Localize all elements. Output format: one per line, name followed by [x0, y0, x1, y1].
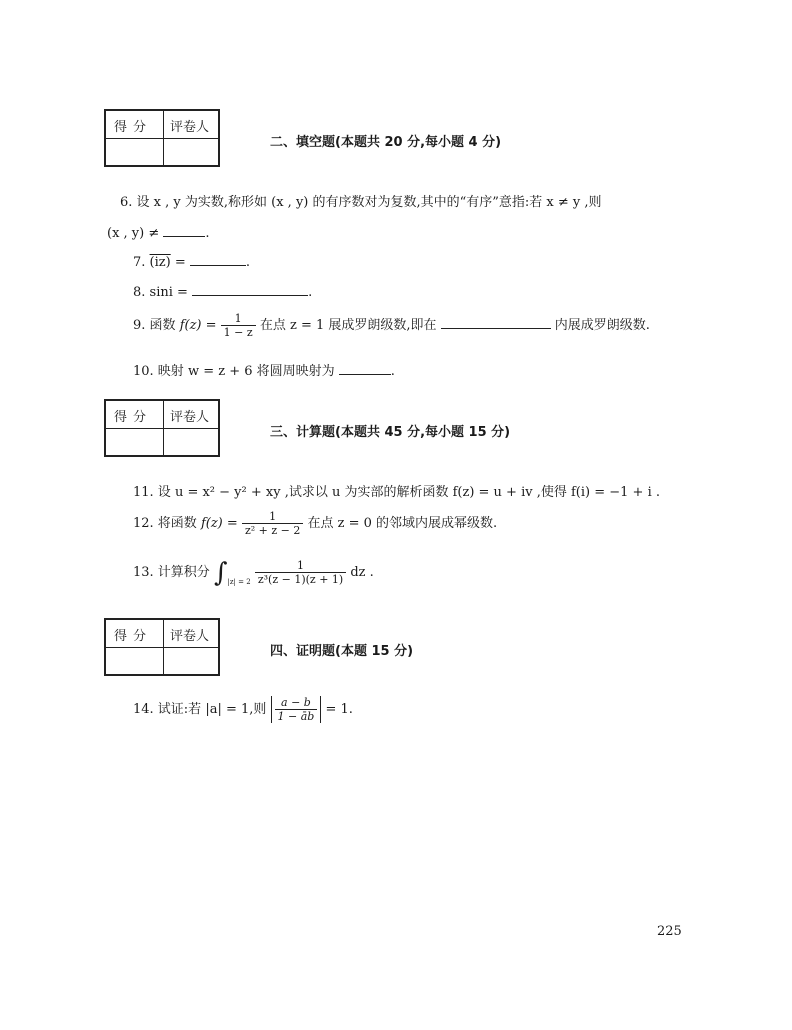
question-9-prefix: 9. 函数: [133, 318, 176, 333]
question-7-number: 7.: [133, 255, 146, 270]
absolute-value: [271, 696, 322, 723]
question-8-text: 8. sini =: [133, 285, 188, 300]
question-9: [133, 312, 650, 339]
question-14-suffix: = 1.: [325, 702, 353, 717]
score-table: [104, 399, 220, 457]
answer-blank[interactable]: [192, 283, 308, 296]
question-12-fz: f(z) =: [200, 516, 238, 531]
question-7-eq: =: [174, 255, 186, 270]
question-14-prefix: 14. 试证:若 |a| = 1,则: [133, 702, 267, 717]
question-12-fraction: [242, 510, 303, 537]
section-title-proof: 四、证明题(本题 15 分): [270, 644, 414, 659]
integral-subscript: |z| = 2: [227, 577, 251, 586]
question-12: [133, 510, 497, 537]
answer-blank[interactable]: [441, 316, 551, 329]
question-11: 11. 设 u = x² − y² + xy ,试求以 u 为实部的解析函数 f(z) = u + iv ,使得 f(i) = −1 + i .: [133, 485, 660, 500]
question-7-expr: (iz): [149, 255, 171, 270]
question-9-mid: 在点 z = 1 展成罗朗级数,即在: [259, 318, 437, 333]
page-number: 225: [657, 924, 682, 939]
question-13-fraction: [255, 559, 346, 586]
fraction-denominator: z² + z − 2: [242, 523, 303, 537]
question-10: 10. 映射 w = z + 6 将圆周映射为 .: [133, 364, 395, 379]
answer-blank[interactable]: [190, 253, 246, 266]
score-label: 得分: [114, 410, 153, 425]
section-title-fill-blank: 二、填空题(本题共 20 分,每小题 4 分): [270, 135, 502, 150]
question-8: 8. sini = .: [133, 285, 313, 300]
integral-sign-icon: ∫: [213, 557, 228, 588]
reviewer-label: 评卷人: [170, 410, 210, 425]
question-10-text: 10. 映射 w = z + 6 将圆周映射为: [133, 364, 335, 379]
question-14: [133, 696, 353, 723]
reviewer-label: 评卷人: [170, 120, 210, 135]
answer-blank[interactable]: [163, 224, 205, 237]
answer-blank[interactable]: [339, 362, 391, 375]
score-label: 得分: [114, 629, 153, 644]
question-9-fz: f(z) =: [179, 318, 217, 333]
question-6-line2-text: (x , y) ≠: [107, 226, 160, 241]
reviewer-label: 评卷人: [170, 629, 210, 644]
question-6-line1: 6. 设 x , y 为实数,称形如 (x , y) 的有序数对为复数,其中的“有序”意指:若 x ≠ y ,则: [120, 195, 602, 210]
question-13-prefix: 13. 计算积分: [133, 565, 210, 580]
question-6-line2: (x , y) ≠ .: [107, 226, 210, 241]
question-13: [133, 559, 374, 586]
score-table: [104, 618, 220, 676]
question-12-prefix: 12. 将函数: [133, 516, 197, 531]
question-7: 7. (iz) = .: [133, 255, 251, 270]
question-14-fraction: [275, 696, 318, 723]
fraction-numerator: 1: [297, 559, 305, 572]
question-13-suffix: dz .: [350, 565, 374, 580]
section-title-calc: 三、计算题(本题共 45 分,每小题 15 分): [270, 425, 511, 440]
question-12-suffix: 在点 z = 0 的邻域内展成幂级数.: [307, 516, 498, 531]
fraction-numerator: 1: [269, 510, 277, 523]
fraction-numerator: a − b: [281, 696, 311, 709]
fraction-denominator: 1 − āb: [275, 709, 318, 723]
score-label: 得分: [114, 120, 153, 135]
question-9-suffix: 内展成罗朗级数.: [554, 318, 650, 333]
fraction-denominator: 1 − z: [221, 325, 256, 339]
question-9-fraction: [221, 312, 256, 339]
fraction-denominator: z³(z − 1)(z + 1): [255, 572, 346, 586]
score-table: [104, 109, 220, 167]
fraction-numerator: 1: [234, 312, 242, 325]
